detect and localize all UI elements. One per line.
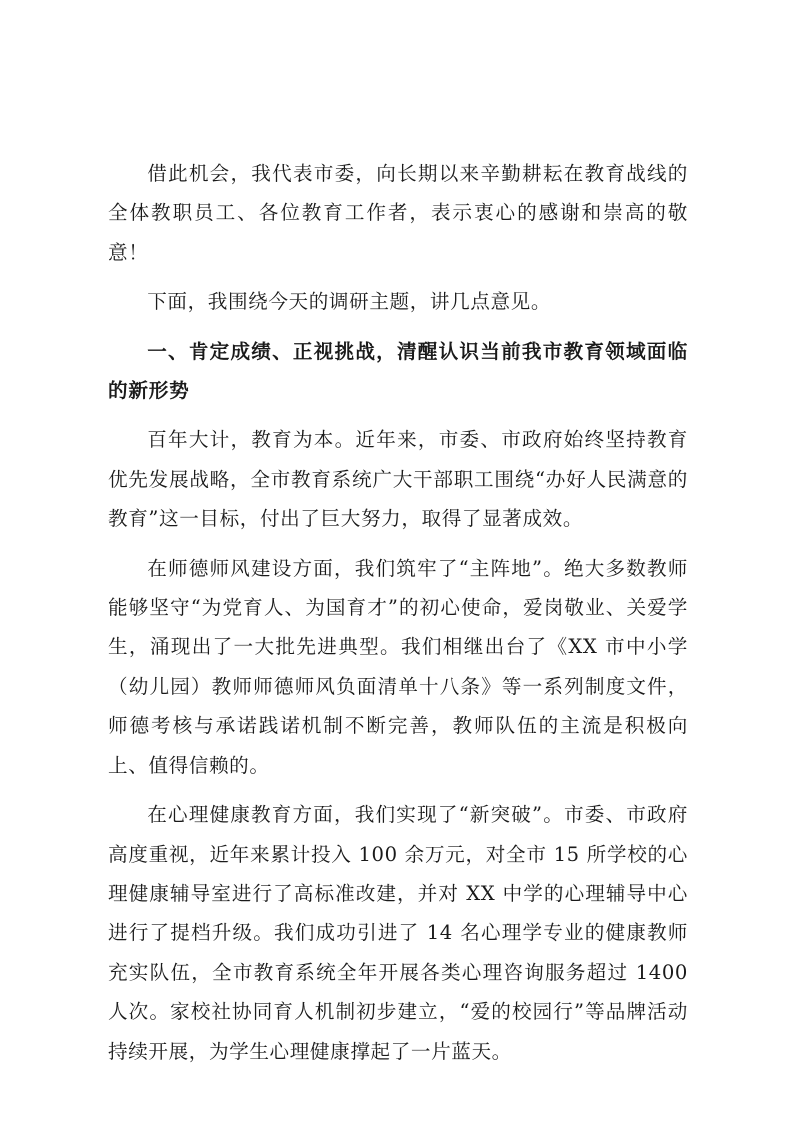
paragraph-gratitude: 借此机会，我代表市委，向长期以来辛勤耕耘在教育战线的全体教职员工、各位教育工作者，表示衷心的感谢和崇高的敬意！ (108, 162, 688, 264)
paragraph-education-priority: 百年大计，教育为本。近年来，市委、市政府始终坚持教育优先发展战略，全市教育系统广大干部职工围绕“办好人民满意的教育”这一目标，付出了巨大努力，取得了显著成效。 (108, 428, 688, 531)
section-heading-1: 一、肯定成绩、正视挑战，清醒认识当前我市教育领域面临的新形势 (108, 339, 688, 403)
paragraph-teacher-ethics: 在师德师风建设方面，我们筑牢了“主阵地”。绝大多数教师能够坚守“为党育人、为国育才”的初心使命，爱岗敬业、关爱学生，涌现出了一大批先进典型。我们相继出台了《XX 市中小学（幼儿园）教师师德师风负面清单十八条》等一系列制度文件，师德考核与承诺践诺机制不断完善，教师队伍的主流是积极向上、值得信赖的。 (108, 556, 688, 777)
paragraph-intro: 下面，我围绕今天的调研主题，讲几点意见。 (147, 290, 552, 314)
paragraph-mental-health: 在心理健康教育方面，我们实现了“新突破”。市委、市政府高度重视，近年来累计投入 100 余万元，对全市 15 所学校的心理健康辅导室进行了高标准改建，并对 XX 中学的心理辅导中心进行了提档升级。我们成功引进了 14 名心理学专业的健康教师充实队伍，全市教育系统全年开展各类心理咨询服务超过 1400 人次。家校社协同育人机制初步建立，“爱的校园行”等品牌活动持续开展，为学生心理健康撑起了一片蓝天。 (108, 803, 688, 1063)
document-body (108, 154, 688, 1081)
